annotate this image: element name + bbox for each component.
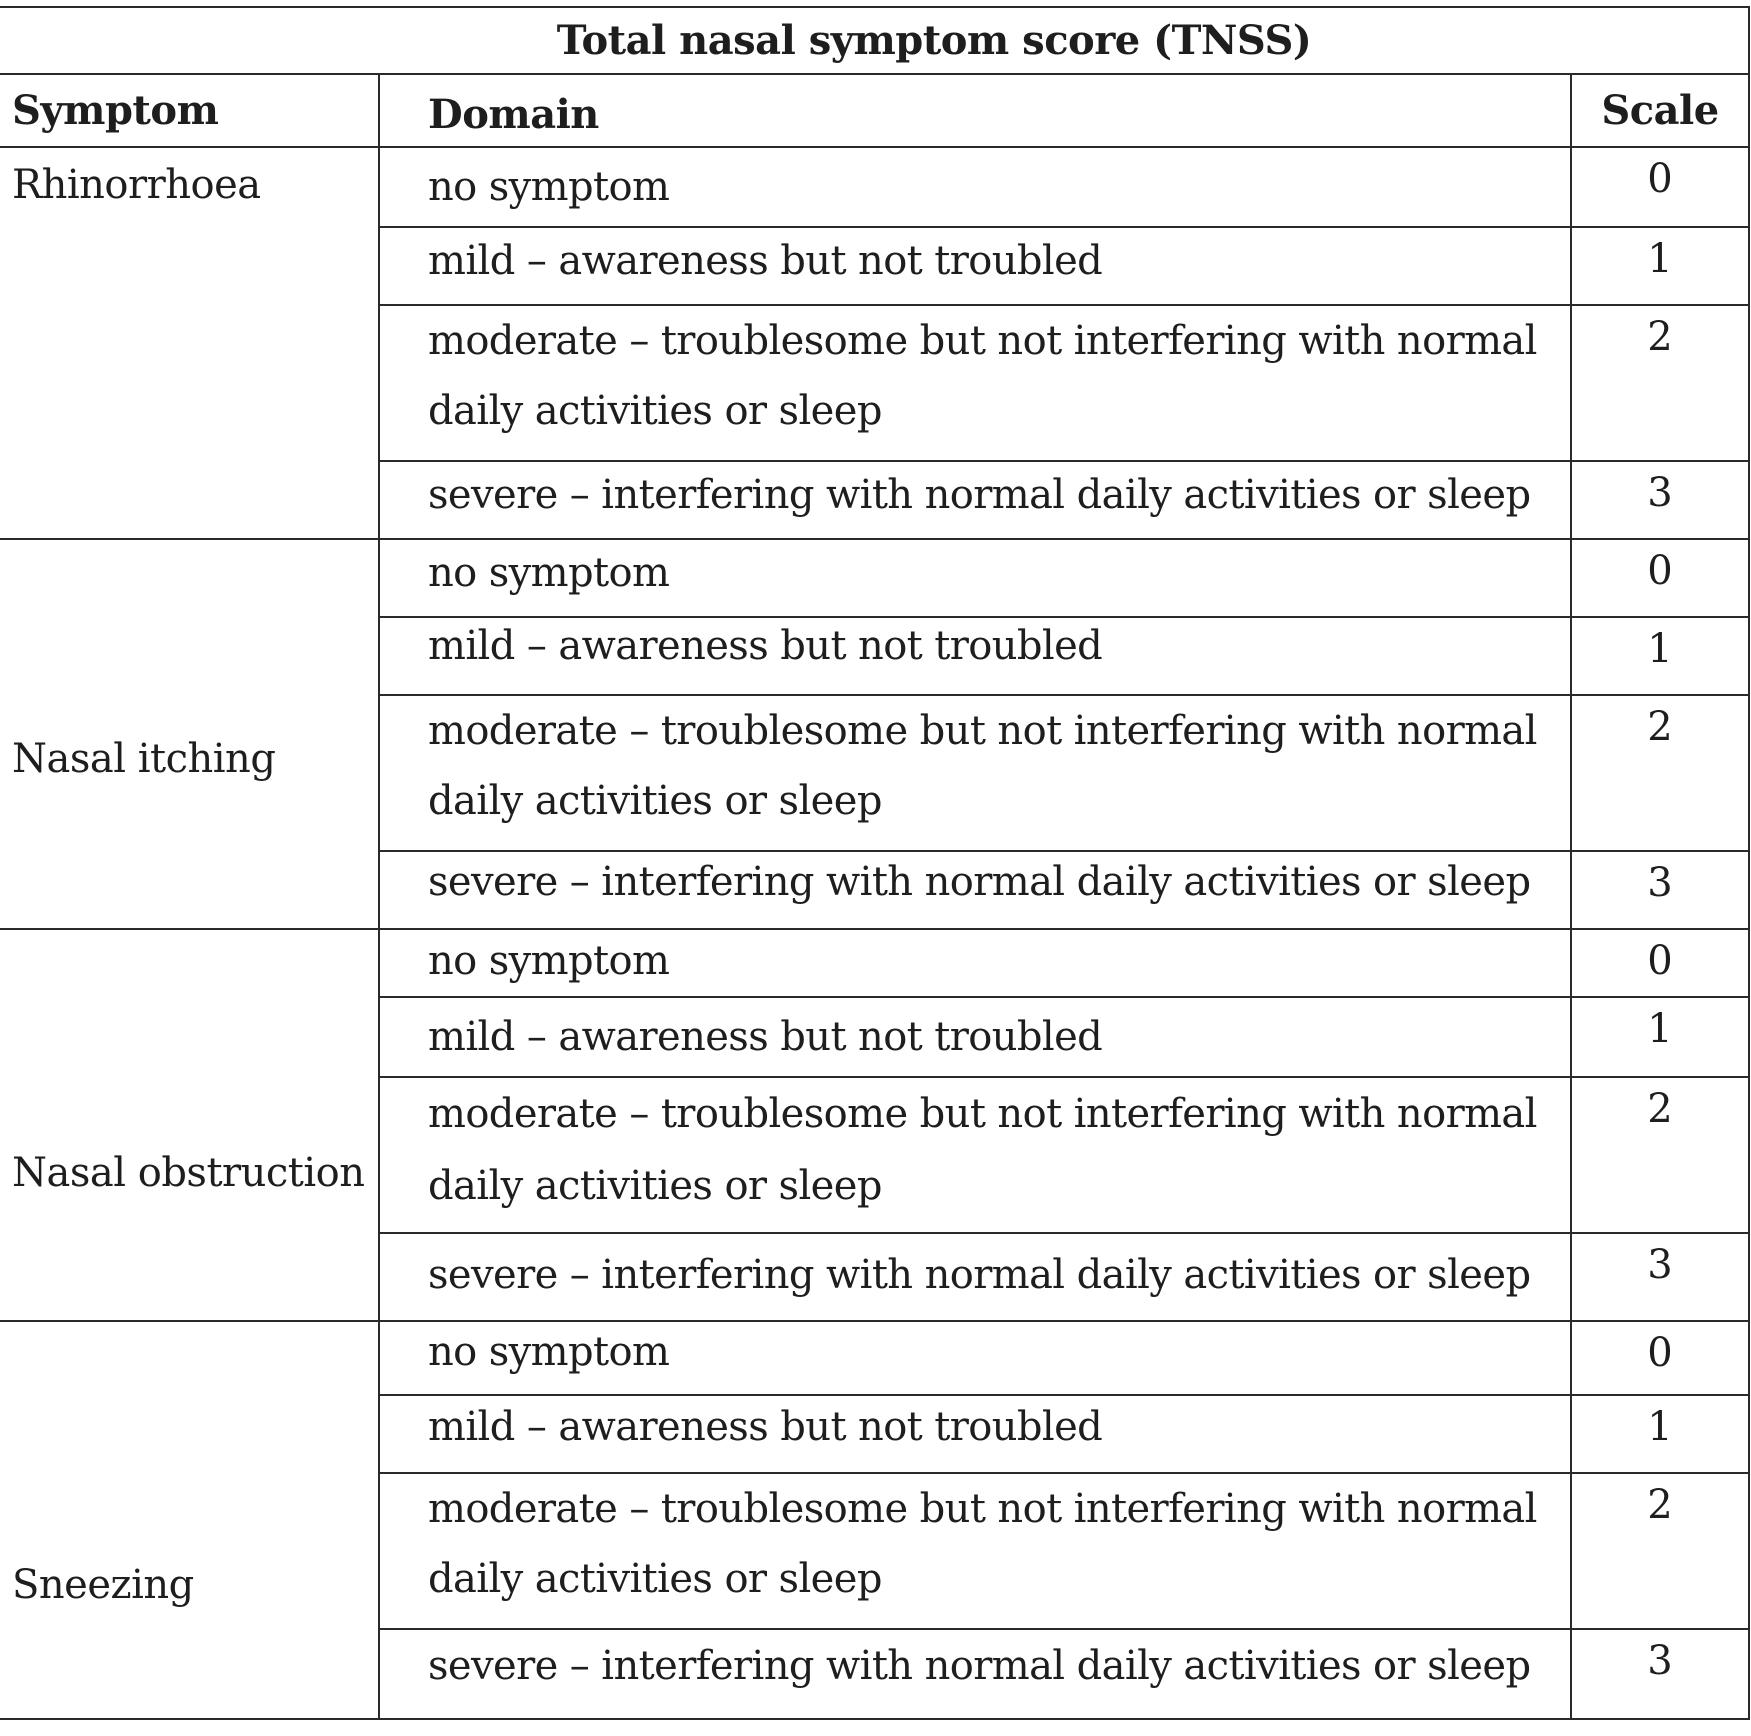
- scale-cell: 1: [1571, 617, 1749, 695]
- scale-cell: 1: [1571, 227, 1749, 305]
- table-title: Total nasal symptom score (TNSS): [0, 7, 1749, 74]
- scale-cell: 0: [1571, 539, 1749, 617]
- domain-cell: mild – awareness but not troubled: [379, 617, 1571, 695]
- table-row: [0, 539, 1749, 617]
- symptom-group-nasal-itching: [0, 539, 1749, 929]
- title-row: [0, 7, 1749, 74]
- symptom-label: Rhinorrhoea: [0, 147, 379, 539]
- domain-cell: severe – interfering with normal daily activities or sleep: [379, 851, 1571, 929]
- scale-cell: 3: [1571, 1233, 1749, 1321]
- domain-cell: no symptom: [379, 1321, 1571, 1395]
- table-row: [0, 929, 1749, 997]
- scale-cell: 1: [1571, 1395, 1749, 1473]
- domain-cell: no symptom: [379, 929, 1571, 997]
- domain-cell: severe – interfering with normal daily activities or sleep: [379, 1629, 1571, 1719]
- symptom-group-nasal-obstruction: [0, 929, 1749, 1321]
- domain-cell: moderate – troublesome but not interfering with normal daily activities or sleep: [379, 305, 1571, 461]
- symptom-group-sneezing: [0, 1321, 1749, 1719]
- domain-cell: mild – awareness but not troubled: [379, 1395, 1571, 1473]
- table-row: [0, 147, 1749, 227]
- header-row: [0, 74, 1749, 147]
- domain-cell: moderate – troublesome but not interfering with normal daily activities or sleep: [379, 1473, 1571, 1629]
- domain-cell: mild – awareness but not troubled: [379, 227, 1571, 305]
- domain-cell: moderate – troublesome but not interfering with normal daily activities or sleep: [379, 695, 1571, 851]
- scale-cell: 3: [1571, 851, 1749, 929]
- symptom-label: Nasal obstruction: [0, 929, 379, 1321]
- scale-cell: 2: [1571, 695, 1749, 851]
- domain-cell: no symptom: [379, 539, 1571, 617]
- header-scale: Scale: [1571, 74, 1749, 147]
- domain-cell: moderate – troublesome but not interfering with normal daily activities or sleep: [379, 1077, 1571, 1233]
- scale-cell: 1: [1571, 997, 1749, 1077]
- header-domain: Domain: [379, 74, 1571, 147]
- scale-cell: 2: [1571, 1473, 1749, 1629]
- scale-cell: 3: [1571, 461, 1749, 539]
- scale-cell: 0: [1571, 1321, 1749, 1395]
- domain-cell: severe – interfering with normal daily activities or sleep: [379, 1233, 1571, 1321]
- scale-cell: 2: [1571, 1077, 1749, 1233]
- scale-cell: 3: [1571, 1629, 1749, 1719]
- tnss-table: [0, 6, 1750, 1720]
- symptom-group-rhinorrhoea: [0, 147, 1749, 539]
- scale-cell: 0: [1571, 929, 1749, 997]
- header-symptom: Symptom: [0, 74, 379, 147]
- symptom-label: Sneezing: [0, 1321, 379, 1719]
- domain-cell: no symptom: [379, 147, 1571, 227]
- scale-cell: 0: [1571, 147, 1749, 227]
- symptom-label: Nasal itching: [0, 539, 379, 929]
- domain-cell: severe – interfering with normal daily activities or sleep: [379, 461, 1571, 539]
- domain-cell: mild – awareness but not troubled: [379, 997, 1571, 1077]
- scale-cell: 2: [1571, 305, 1749, 461]
- table-row: [0, 1321, 1749, 1395]
